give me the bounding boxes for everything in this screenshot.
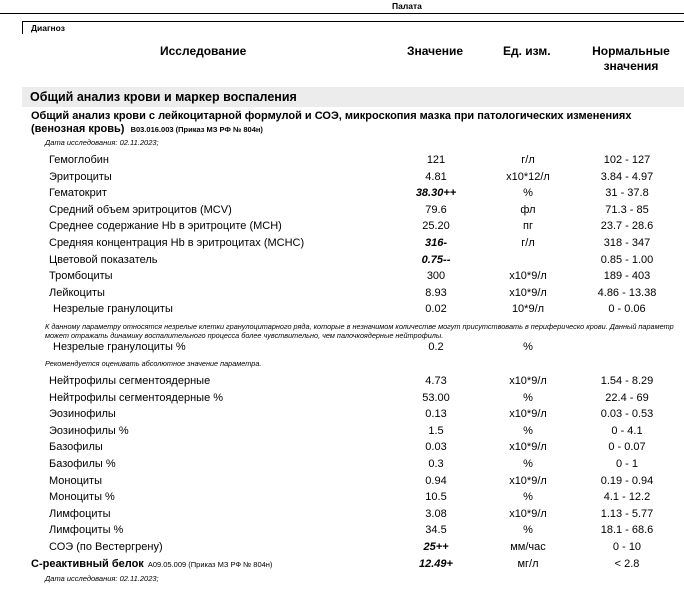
row-name: Лимфоциты %	[49, 524, 124, 537]
row-normal: 4.86 - 13.38	[597, 286, 657, 299]
row-name: Средний объем эритроцитов (MCV)	[49, 203, 232, 216]
row-value: 0.02	[425, 303, 447, 316]
section-header	[22, 87, 684, 107]
row-name: Нейтрофилы сегментоядерные %	[49, 391, 224, 404]
row-unit: %	[523, 187, 533, 200]
column-header-normal-line2: значения	[603, 59, 659, 73]
row-normal: 3.84 - 4.97	[600, 170, 654, 183]
row-value: 4.81	[425, 170, 447, 183]
row-normal: 0.19 - 0.94	[600, 474, 654, 487]
table-row	[0, 187, 684, 203]
row-value: 0.75--	[421, 253, 451, 266]
row-name: Базофилы	[49, 441, 103, 454]
crp-code: A09.05.009 (Приказ МЗ РФ № 804н)	[147, 560, 273, 569]
row-name: Лимфоциты	[49, 507, 111, 520]
row-value: 0.13	[425, 408, 447, 421]
row-value: 38.30++	[415, 187, 457, 200]
table-row	[0, 237, 684, 253]
test-code: B03.016.003 (Приказ МЗ РФ № 804н)	[130, 125, 263, 134]
row-name: Моноциты %	[49, 491, 115, 504]
test-title-line1: Общий анализ крови с лейкоцитарной формулой и СОЭ, микроскопия мазка при патологических изменениях	[31, 110, 632, 122]
row-unit: x10*9/л	[509, 474, 547, 487]
row-name: Базофилы %	[49, 458, 116, 470]
row-name: Гемоглобин	[49, 154, 109, 166]
table-row	[0, 425, 684, 441]
table-row	[0, 171, 684, 187]
table-row	[0, 341, 684, 357]
row-value: 12.49+	[419, 558, 453, 570]
ward-bar	[0, 0, 684, 14]
row-unit: x10*9/л	[509, 408, 547, 421]
row-normal: 4.1 - 12.2	[603, 491, 651, 504]
row-unit: мм/час	[510, 541, 546, 553]
row-normal: 0 - 1	[615, 458, 638, 470]
row-unit: %	[523, 391, 533, 404]
test-title-line2-wrap	[31, 123, 681, 136]
note-absolute-value: Рекомендуется оценивать абсолютное значение параметра.	[45, 359, 262, 368]
row-normal: 318 - 347	[603, 237, 651, 249]
row-name: Эозинофилы %	[49, 424, 129, 437]
row-normal: 0 - 4.1	[611, 424, 643, 437]
table-row	[0, 475, 684, 491]
table-row-crp	[0, 558, 684, 574]
row-name: Нейтрофилы сегментоядерные	[49, 375, 211, 387]
row-name: Средняя концентрация Hb в эритроцитах (MCHC)	[49, 237, 305, 249]
row-name: Моноциты	[49, 474, 102, 487]
column-header-unit: Ед. изм.	[503, 44, 551, 58]
table-row	[0, 524, 684, 540]
diagnosis-bar	[22, 21, 684, 34]
row-unit: %	[523, 491, 533, 504]
test-date: Дата исследования: 02.11.2023;	[45, 138, 159, 147]
row-name: СОЭ (по Вестергрену)	[49, 541, 163, 553]
row-name: Тромбоциты	[49, 270, 113, 283]
table-row	[0, 220, 684, 236]
table-row	[0, 270, 684, 286]
row-value: 0.2	[428, 341, 444, 353]
row-normal: 0.85 - 1.00	[600, 253, 654, 266]
row-name: Среднее содержание Hb в эритроците (MCH)	[49, 220, 282, 233]
row-value: 79.6	[425, 203, 447, 216]
column-header-study: Исследование	[160, 44, 247, 58]
row-unit: x10*9/л	[509, 270, 547, 283]
row-normal: 71.3 - 85	[605, 203, 649, 216]
row-name: С-реактивный белок	[31, 558, 144, 570]
table-row	[0, 287, 684, 303]
row-unit: 10*9/л	[511, 303, 545, 316]
row-name: Цветовой показатель	[49, 253, 158, 266]
row-value: 25++	[423, 541, 449, 553]
row-name: Гематокрит	[49, 187, 107, 200]
table-row	[0, 254, 684, 270]
row-normal: 0.03 - 0.53	[600, 408, 654, 421]
row-normal: 18.1 - 68.6	[600, 524, 654, 537]
table-row	[0, 154, 684, 170]
row-normal: 1.54 - 8.29	[600, 375, 654, 387]
row-value: 0.03	[425, 441, 447, 454]
row-value: 25.20	[422, 220, 450, 233]
row-value: 121	[426, 154, 446, 166]
row-value: 34.5	[425, 524, 447, 537]
row-unit: %	[523, 524, 533, 537]
table-row	[0, 204, 684, 220]
row-normal: < 2.8	[614, 558, 640, 570]
row-normal: 0 - 0.06	[608, 303, 646, 316]
table-row	[0, 491, 684, 507]
row-name: Эритроциты	[49, 170, 112, 183]
row-unit: мг/л	[517, 558, 539, 570]
row-unit: %	[523, 424, 533, 437]
table-row	[0, 541, 684, 557]
column-header-normal	[586, 44, 676, 74]
column-header-value: Значение	[407, 44, 464, 58]
column-header-normal-line1: Нормальные	[592, 44, 670, 58]
section-title: Общий анализ крови и маркер воспаления	[30, 90, 297, 104]
crp-date: Дата исследования: 02.11.2023;	[45, 574, 159, 583]
row-unit: x10*9/л	[509, 286, 547, 299]
row-unit: г/л	[521, 154, 535, 166]
row-normal: 0 - 10	[612, 541, 642, 553]
row-name: Лейкоциты	[49, 286, 105, 299]
table-row	[0, 375, 684, 391]
row-normal: 102 - 127	[603, 154, 651, 166]
row-name-wrap	[31, 558, 272, 570]
row-unit: пг	[523, 220, 533, 233]
row-unit: x10*9/л	[509, 507, 547, 520]
table-row	[0, 508, 684, 524]
row-name: Эозинофилы	[49, 408, 116, 421]
row-normal: 0 - 0.07	[608, 441, 646, 454]
table-row	[0, 441, 684, 457]
ward-label: Палата	[392, 1, 422, 11]
table-row	[0, 392, 684, 408]
row-value: 10.5	[425, 491, 447, 504]
row-unit: x10*12/л	[506, 170, 550, 183]
row-unit: x10*9/л	[509, 375, 547, 387]
row-name: Незрелые гранулоциты	[53, 303, 173, 316]
row-unit: %	[523, 341, 533, 353]
table-row	[0, 303, 684, 319]
table-row	[0, 408, 684, 424]
row-normal: 22.4 - 69	[605, 391, 649, 404]
row-name: Незрелые гранулоциты %	[53, 341, 186, 353]
row-normal: 1.13 - 5.77	[600, 507, 654, 520]
row-value: 1.5	[428, 424, 444, 437]
row-value: 0.94	[425, 474, 447, 487]
row-value: 4.73	[425, 375, 447, 387]
row-value: 8.93	[425, 286, 447, 299]
row-unit: %	[523, 458, 533, 470]
row-value: 3.08	[425, 507, 447, 520]
row-normal: 31 - 37.8	[605, 187, 649, 200]
row-unit: г/л	[521, 237, 535, 249]
diagnosis-label: Диагноз	[31, 23, 65, 33]
test-title-line2: (венозная кровь)	[31, 123, 125, 135]
row-value: 53.00	[422, 391, 450, 404]
row-value: 300	[426, 270, 446, 283]
test-title	[31, 110, 681, 136]
row-normal: 189 - 403	[603, 270, 651, 283]
table-row	[0, 458, 684, 474]
row-normal: 23.7 - 28.6	[600, 220, 654, 233]
row-unit: фл	[520, 203, 536, 216]
row-unit: x10*9/л	[509, 441, 547, 454]
note-immature-granulocytes: К данному параметру относятся незрелые клетки гранулоцитарного ряда, которые в незначимом количестве могут присутствовать в периферическо крови. Данный параметр может отражать динамику воспалительного процесса более чувствительно, чем палочкоядерные нейтрофилы.	[45, 322, 674, 340]
row-value: 0.3	[428, 458, 444, 470]
row-value: 316-	[424, 237, 448, 249]
